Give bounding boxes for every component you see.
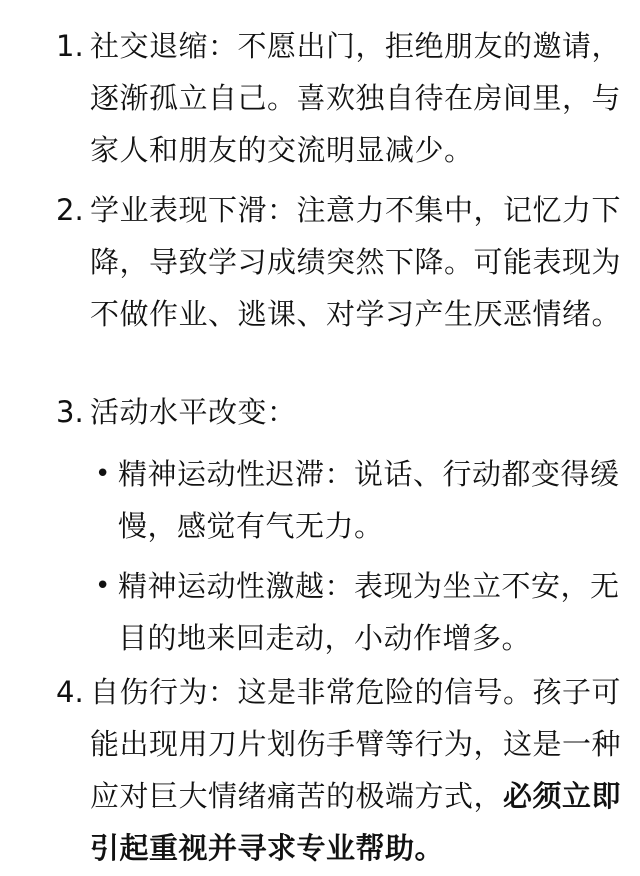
item-number: 3. [56,395,84,429]
item-text-emphasis: 必须立即引起重视并寻求专业帮助。 [90,779,622,865]
item-number: 2. [56,193,84,227]
bullet-icon: • [95,571,111,601]
item-text [90,666,630,874]
item-number: 1. [56,29,84,63]
sub-item-text: 精神运动性激越：表现为坐立不安，无目的地来回走动，小动作增多。 [118,569,620,655]
bullet-icon: • [95,459,111,489]
item-number: 4. [56,675,84,709]
item-text: 社交退缩：不愿出门，拒绝朋友的邀请，逐渐孤立自己。喜欢独自待在房间里，与家人和朋友的交流明显减少。 [90,29,622,167]
sub-item-text: 精神运动性迟滞：说话、行动都变得缓慢，感觉有气无力。 [118,457,620,543]
item-text: 活动水平改变： [90,395,297,429]
item-text-plain: 自伤行为：这是非常危险的信号。孩子可能出现用刀片划伤手臂等行为，这是一种应对巨大情绪痛苦的极端方式， [90,675,622,813]
item-text: 学业表现下滑：注意力不集中，记忆力下降，导致学习成绩突然下降。可能表现为不做作业、逃课、对学习产生厌恶情绪。 [90,193,622,331]
